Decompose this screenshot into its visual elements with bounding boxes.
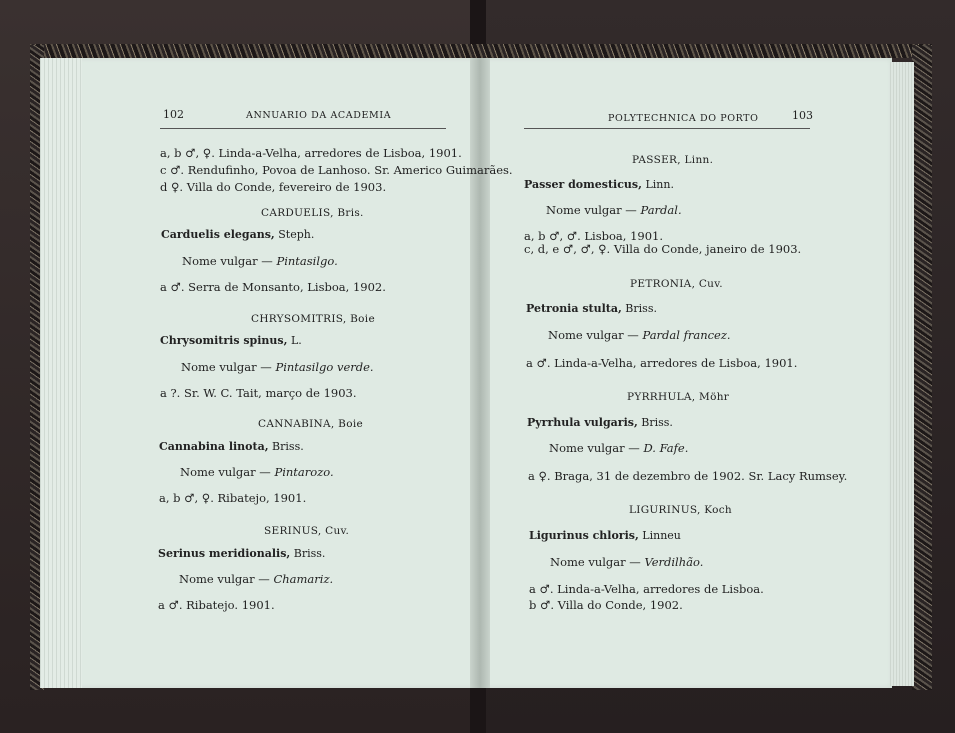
species-name: Ligurinus chloris, <box>529 529 639 542</box>
species-name: Pyrrhula vulgaris, <box>527 416 638 429</box>
species-line <box>159 440 304 454</box>
species-line <box>524 178 674 192</box>
vulgar-name: D. Fafe. <box>643 441 689 455</box>
species-name: Serinus meridionalis, <box>158 547 291 560</box>
vulgar-prefix: Nome vulgar — <box>550 555 645 569</box>
vulgar-name: Pardal francez. <box>642 328 731 342</box>
species-author: Briss. <box>268 440 304 453</box>
vulgar-prefix: Nome vulgar — <box>549 441 644 455</box>
species-line <box>158 547 325 561</box>
record-line: a ♂. Linda-a-Velha, arredores de Lisboa, 1901. <box>526 356 798 370</box>
record-line: a ♀. Braga, 31 de dezembro de 1902. Sr. Lacy Rumsey. <box>528 469 848 483</box>
species-name: Petronia stulta, <box>526 302 622 315</box>
record-line: b ♂. Villa do Conde, 1902. <box>529 598 683 612</box>
left-header-rule <box>160 128 446 129</box>
genus-heading: LIGURINUS, Koch <box>629 504 732 516</box>
left-page-edges <box>40 58 82 688</box>
species-author: Linneu <box>638 529 681 542</box>
vulgar-name: Pintarozo. <box>274 465 334 479</box>
record-line: a, b ♂, ♀. Linda-a-Velha, arredores de Lisboa, 1901. <box>160 146 462 160</box>
species-author: Briss. <box>621 302 657 315</box>
species-line <box>526 302 657 316</box>
vulgar-prefix: Nome vulgar — <box>182 254 277 268</box>
left-running-header: ANNUARIO DA ACADEMIA <box>246 110 392 121</box>
species-author: Steph. <box>274 228 315 241</box>
record-line: a ♂. Serra de Monsanto, Lisboa, 1902. <box>160 280 386 294</box>
vulgar-prefix: Nome vulgar — <box>179 572 274 586</box>
record-line: c, d, e ♂, ♂, ♀. Villa do Conde, janeiro de 1903. <box>524 242 802 256</box>
record-line: a ♂. Linda-a-Velha, arredores de Lisboa. <box>529 582 764 596</box>
species-name: Passer domesticus, <box>524 178 642 191</box>
vulgar-name: Verdilhão. <box>644 555 704 569</box>
record-line: a ♂. Ribatejo. 1901. <box>158 598 275 612</box>
genus-heading: CHRYSOMITRIS, Boie <box>251 313 375 325</box>
left-page-number: 102 <box>163 108 184 121</box>
vulgar-name-line <box>181 360 374 374</box>
vulgar-name-line <box>550 555 703 569</box>
species-line <box>161 228 314 242</box>
genus-heading: PASSER, Linn. <box>632 154 714 166</box>
right-page-edges <box>890 62 914 686</box>
vulgar-name-line <box>549 441 688 455</box>
record-line: a, b ♂, ♂. Lisboa, 1901. <box>524 229 664 243</box>
vulgar-prefix: Nome vulgar — <box>181 360 276 374</box>
record-line: d ♀. Villa do Conde, fevereiro de 1903. <box>160 180 387 194</box>
species-author: L. <box>287 334 302 347</box>
record-line: a, b ♂, ♀. Ribatejo, 1901. <box>159 491 307 505</box>
vulgar-name-line <box>182 254 338 268</box>
vulgar-name: Pardal. <box>640 203 682 217</box>
right-header-rule <box>524 128 810 129</box>
vulgar-name-line <box>548 328 731 342</box>
genus-heading: SERINUS, Cuv. <box>264 525 350 537</box>
right-page-number: 103 <box>792 109 813 122</box>
species-name: Carduelis elegans, <box>161 228 275 241</box>
species-author: Linn. <box>641 178 674 191</box>
species-author: Briss. <box>637 416 673 429</box>
record-line: c ♂. Rendufinho, Povoa de Lanhoso. Sr. Americo Guimarães. <box>160 163 513 177</box>
genus-heading: CARDUELIS, Bris. <box>261 207 364 219</box>
vulgar-name: Chamariz. <box>273 572 334 586</box>
genus-heading: PYRRHULA, Möhr <box>627 391 730 403</box>
book-gutter <box>470 58 490 688</box>
genus-heading: CANNABINA, Boie <box>258 418 363 430</box>
vulgar-name-line <box>180 465 334 479</box>
marbled-edge-top <box>30 44 932 58</box>
vulgar-prefix: Nome vulgar — <box>548 328 643 342</box>
vulgar-prefix: Nome vulgar — <box>546 203 641 217</box>
vulgar-prefix: Nome vulgar — <box>180 465 275 479</box>
vulgar-name: Pintasilgo. <box>276 254 338 268</box>
genus-heading: PETRONIA, Cuv. <box>630 278 723 290</box>
vulgar-name-line <box>546 203 682 217</box>
right-running-header: POLYTECHNICA DO PORTO <box>608 113 759 124</box>
vulgar-name-line <box>179 572 333 586</box>
species-author: Briss. <box>290 547 326 560</box>
species-name: Cannabina linota, <box>159 440 269 453</box>
species-line <box>529 529 681 543</box>
species-name: Chrysomitris spinus, <box>160 334 288 347</box>
species-line <box>160 334 302 348</box>
vulgar-name: Pintasilgo verde. <box>275 360 374 374</box>
record-line: a ?. Sr. W. C. Tait, março de 1903. <box>160 386 357 400</box>
species-line <box>527 416 673 430</box>
marbled-edge-right <box>912 45 932 690</box>
